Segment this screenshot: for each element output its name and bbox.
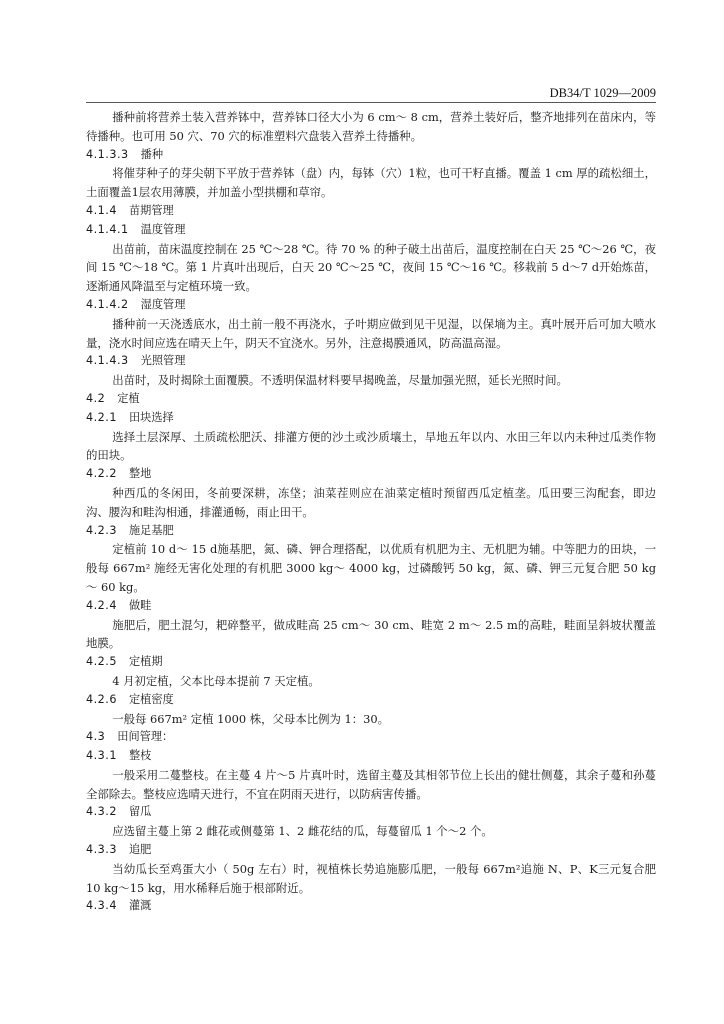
section-number: 4.2.2 — [86, 467, 117, 481]
body-paragraph: 定植前 10 d～ 15 d施基肥，氮、磷、钾合理搭配，以优质有机肥为主、无机肥为辅。中等肥力的田块，一般每 667m² 施经无害化处理的有机肥 3000 kg～ 4000 kg，过磷酸钙 50 kg，氮、磷、钾三元复合肥 50 kg～ 60 kg。 — [86, 542, 656, 594]
section-heading — [86, 653, 656, 672]
section-title: 追肥 — [128, 843, 152, 857]
section-number: 4.3.1 — [86, 749, 117, 763]
document-body — [86, 108, 656, 916]
section-heading — [86, 803, 656, 822]
section-title: 田间管理： — [117, 730, 174, 744]
document-code: DB34/T 1029—2009 — [549, 86, 656, 100]
section-number: 4.1.4.3 — [86, 354, 129, 368]
body-paragraph: 播种前将营养土装入营养钵中，营养钵口径大小为 6 cm～ 8 cm，营养土装好后，整齐地排列在苗床内，等待播种。也可用 50 穴、70 穴的标准塑料穴盘装入营养土待播种。 — [86, 110, 656, 143]
section-title: 田块选择 — [128, 410, 174, 424]
section-title: 定植期 — [128, 655, 163, 669]
section-heading — [86, 202, 656, 221]
body-paragraph: 当幼瓜长至鸡蛋大小（ 50g 左右）时，视植株长势追施膨瓜肥，一般每 667m²追施 N、P、K三元复合肥 10 kg～15 kg，用水稀释后施于根部附近。 — [86, 861, 656, 895]
section-title: 苗期管理 — [128, 203, 174, 217]
section-number: 4.1.4.2 — [86, 297, 129, 311]
section-heading — [86, 897, 656, 916]
section-heading — [86, 352, 656, 371]
section-heading — [86, 296, 656, 315]
section-number: 4.3 — [86, 730, 106, 744]
section-heading — [86, 597, 656, 616]
section-title: 温度管理 — [140, 222, 186, 236]
section-title: 做畦 — [128, 598, 152, 612]
section-heading — [86, 747, 656, 766]
section-title: 光照管理 — [140, 354, 186, 368]
section-title: 定植密度 — [128, 692, 174, 706]
section-heading — [86, 390, 656, 409]
section-number: 4.1.3.3 — [86, 147, 129, 161]
section-number: 4.2 — [86, 391, 106, 405]
section-number: 4.2.3 — [86, 523, 117, 537]
section-title: 播种 — [140, 147, 164, 161]
section-heading — [86, 841, 656, 860]
body-paragraph: 一般每 667m² 定植 1000 株，父母本比例为 1：30。 — [112, 711, 390, 726]
section-heading — [86, 409, 656, 428]
section-number: 4.2.6 — [86, 692, 117, 706]
section-title: 整地 — [128, 467, 152, 481]
body-paragraph: 4 月初定植，父本比母本提前 7 天定植。 — [112, 673, 320, 688]
section-number: 4.3.3 — [86, 843, 117, 857]
section-number: 4.2.5 — [86, 655, 117, 669]
section-number: 4.3.4 — [86, 899, 117, 913]
body-paragraph: 出苗时，及时揭除土面覆膜。不透明保温材料要早揭晚盖，尽量加强光照，延长光照时间。 — [112, 373, 568, 388]
section-number: 4.3.2 — [86, 805, 117, 819]
section-heading — [86, 221, 656, 240]
section-number: 4.1.4.1 — [86, 222, 129, 236]
section-number: 4.2.1 — [86, 410, 117, 424]
section-heading — [86, 465, 656, 484]
section-number: 4.1.4 — [86, 203, 117, 217]
section-title: 湿度管理 — [140, 297, 186, 311]
section-title: 施足基肥 — [128, 523, 174, 537]
body-paragraph: 出苗前，苗床温度控制在 25 ℃～28 ℃。待 70 % 的种子破土出苗后，温度控制在白天 25 ℃～26 ℃，夜间 15 ℃～18 ℃。第 1 片真叶出现后，白天 20 ℃～25 ℃，夜间 15 ℃～16 ℃。移栽前 5 d～7 d开始炼苗，逐渐通风降温至与定植环境一致。 — [86, 241, 656, 294]
section-heading — [86, 522, 656, 541]
section-title: 整枝 — [128, 749, 152, 763]
header-rule — [86, 102, 656, 103]
section-title: 定植 — [117, 391, 140, 405]
body-paragraph: 播种前一天浇透底水，出土前一般不再浇水，子叶期应做到见干见湿，以保墒为主。真叶展开后可加大喷水量，浇水时间应选在晴天上午，阴天不宜浇水。另外，注意揭膜通风，防高温高湿。 — [86, 316, 656, 350]
body-paragraph: 应选留主蔓上第 2 雌花或侧蔓第 1、2 雌花结的瓜，每蔓留瓜 1 个～2 个。 — [112, 824, 493, 839]
section-title: 留瓜 — [128, 805, 152, 819]
section-number: 4.2.4 — [86, 598, 117, 612]
section-title: 灌溉 — [128, 899, 152, 913]
section-heading — [86, 691, 656, 710]
body-paragraph: 将催芽种子的芽尖朝下平放于营养钵（盘）内，每钵（穴）1粒，也可干籽直播。覆盖 1 cm 厚的疏松细土，土面覆盖1层农用薄膜，并加盖小型拱棚和草帘。 — [86, 166, 656, 200]
body-paragraph: 一般采用二蔓整枝。在主蔓 4 片～5 片真叶时，选留主蔓及其相邻节位上长出的健壮侧蔓，其余子蔓和孙蔓全部除去。整枝应选晴天进行，不宜在阴雨天进行，以防病害传播。 — [86, 767, 656, 801]
body-paragraph: 选择土层深厚、土质疏松肥沃、排灌方便的沙土或沙质壤土，旱地五年以内、水田三年以内未种过瓜类作物的田块。 — [86, 429, 656, 463]
section-heading — [86, 146, 656, 165]
section-heading — [86, 728, 656, 747]
body-paragraph: 种西瓜的冬闲田，冬前要深耕，冻垡；油菜茬则应在油菜定植时预留西瓜定植垄。瓜田要三沟配套，即边沟、腰沟和畦沟相通，排灌通畅，雨止田干。 — [86, 485, 656, 519]
body-paragraph: 施肥后，肥土混匀，耙碎整平，做成畦高 25 cm～ 30 cm、畦宽 2 m～ 2.5 m的高畦，畦面呈斜坡状覆盖地膜。 — [86, 617, 656, 651]
